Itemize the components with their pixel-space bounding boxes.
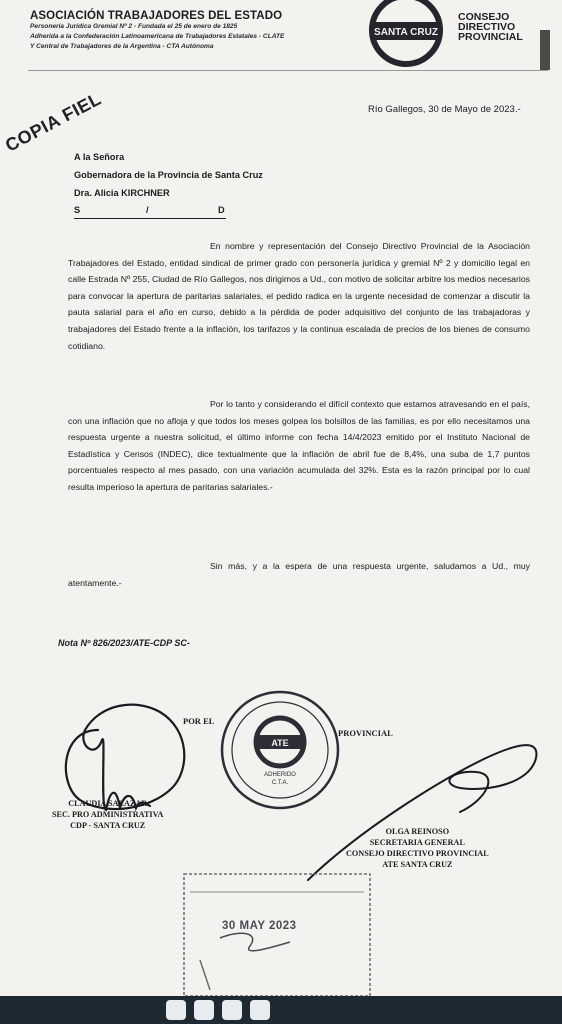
letterhead-org	[30, 10, 360, 52]
date-line: Río Gallegos, 30 de Mayo de 2023.-	[368, 104, 521, 115]
logo-caption-2: DIRECTIVO	[458, 21, 516, 33]
s-d-line	[74, 206, 226, 219]
paragraph-1	[68, 238, 530, 354]
seal-por-el: POR EL	[183, 716, 215, 726]
logo-caption-3: PROVINCIAL	[458, 31, 523, 43]
right-sig-org: CONSEJO DIRECTIVO PROVINCIAL	[346, 849, 489, 858]
paragraph-2-text: Por lo tanto y considerando el difícil contexto que estamos atravesando en el país, con una inflación que no afloja y que todos los meses golpea los bolsillos de las familias, es por ello necesitamos una respuesta urgente a nuestra solicitud, el último informe con fecha 14/4/2023 emitido por el Instituto Nacional de Estadística y Censos (INDEC), dice textualmente que la inflación de abril fue de 8,4%, una suba de 1,7 puntos porcentuales respecto al mes pasado, con una variación acumulada del 32%. Esta es la razón principal por lo cual resulta imperioso la apertura de paritarias salariales.-	[68, 399, 530, 492]
right-sig-name: OLGA REINOSO	[385, 827, 450, 836]
logo-inner-text: SANTA CRUZ	[374, 27, 438, 38]
paragraph-3	[68, 558, 530, 591]
ate-logo	[360, 0, 452, 70]
left-sig-name: CLAUDIA SALAZAR	[68, 799, 148, 808]
paragraph-2	[68, 396, 530, 496]
org-line-1: Personería Jurídica Gremial Nº 2 - Fundada el 25 de enero de 1825	[30, 23, 238, 30]
header-rule	[28, 70, 548, 71]
org-line-3: Y Central de Trabajadores de la Argentina - CTA Autónoma	[30, 43, 214, 50]
org-name: ASOCIACIÓN TRABAJADORES DEL ESTADO	[30, 10, 283, 22]
paragraph-3-text: Sin más, y a la espera de una respuesta urgente, saludamos a Ud., muy atentamente.-	[68, 561, 530, 588]
d-letter: D	[218, 205, 225, 215]
slash: /	[146, 205, 149, 215]
addressee-line-3: Dra. Alicia KIRCHNER	[74, 188, 170, 198]
seal-lower-2: C.T.A.	[271, 780, 289, 786]
note-number: Nota Nº 826/2023/ATE-CDP SC-	[58, 638, 190, 648]
left-signature-block	[52, 798, 163, 831]
facebook-icon	[250, 1000, 270, 1020]
addressee-line-2: Gobernadora de la Provincia de Santa Cruz	[74, 170, 263, 180]
seal-lower-1: ADHERIDO	[264, 772, 296, 778]
received-stamp-date: 30 MAY 2023	[222, 920, 297, 932]
instagram-icon	[194, 1000, 214, 1020]
copia-fiel-stamp: COPIA FIEL	[2, 88, 105, 156]
right-sig-role: SECRETARIA GENERAL	[369, 838, 465, 847]
s-letter: S	[74, 205, 81, 215]
right-signature-block	[346, 826, 489, 870]
left-sig-org: CDP - SANTA CRUZ	[70, 821, 146, 830]
seal-provincial: PROVINCIAL	[338, 728, 393, 738]
twitter-icon	[166, 1000, 186, 1020]
seal-center-text: ATE	[271, 738, 289, 748]
logo-caption	[458, 12, 523, 42]
addressee-block	[74, 148, 263, 202]
paragraph-1-text: En nombre y representación del Consejo Directivo Provincial de la Asociación Trabajadores del Estado, entidad sindical de primer grado con personería jurídica y gremial Nº 2 y domicilio legal en calle Estrada Nº 255, Ciudad de Río Gallegos, nos dirigimos a Ud., con motivo de solicitar arbitre los medios necesarios para convocar la apertura de paritarias salariales, el pedido radica en la urgente necesidad de comenzar a discutir la pauta salarial para el año en curso, debido a la pérdida de poder adquisitivo del conjunto de las trabajadoras y trabajadores del Estado frente a la inflación, los tarifazos y la continua escalada de precios de los bienes de consumo cotidiano.	[68, 241, 530, 351]
received-stamp	[180, 868, 376, 998]
bottom-dark-band	[0, 996, 562, 1024]
logo-caption-1: CONSEJO	[458, 11, 510, 23]
right-sig-org-2: ATE SANTA CRUZ	[382, 860, 453, 869]
whatsapp-icon	[222, 1000, 242, 1020]
left-sig-role: SEC. PRO ADMINISTRATIVA	[52, 810, 164, 819]
addressee-line-1: A la Señora	[74, 152, 125, 162]
org-line-2: Adherida a la Confederación Latinoamericana de Trabajadores Estatales - CLATE	[30, 33, 285, 40]
edge-mark	[540, 30, 550, 70]
